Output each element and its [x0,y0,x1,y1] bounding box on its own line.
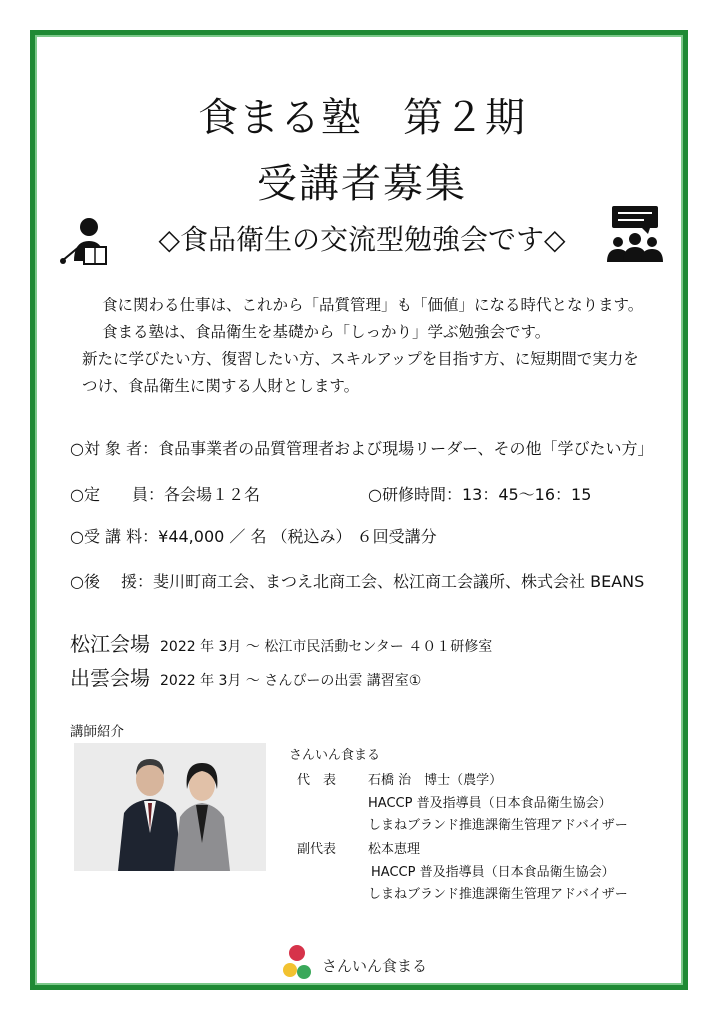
fee: ○受 講 料：¥44,000 ／ 名 （税込み） ６回受講分 [70,527,437,546]
intro-line: つけ、食品衛生に関する人財とします。 [82,377,360,395]
subtitle: ◇食品衛生の交流型勉強会です◇ [158,223,566,256]
rep-role: HACCP 普及指導員（日本食品衛生協会） [368,796,612,811]
sanin-shokumaru-logo [282,943,442,985]
intro-line: 食に関わる仕事は、これから「品質管理」も「価値」になる時代となります。 [102,296,644,314]
training-hours: ○研修時間：13：45～16：15 [368,485,592,504]
lecturer-heading: 講師紹介 [70,724,124,740]
logo-text: さんいん食まる [322,957,428,975]
discussion-icon [604,206,666,264]
rep-title: 代 表 [297,773,337,788]
rep-name: 石橋 治 博士（農学） [368,773,503,788]
target-audience: ○対 象 者：食品事業者の品質管理者および現場リーダー、その他「学びたい方」 [70,439,654,458]
supporters: ○後 援：斐川町商工会、まつえ北商工会、松江商工会議所、株式会社 BEANS [70,572,645,591]
lecturer-org: さんいん食まる [289,748,381,763]
venue-izumo [70,662,421,691]
lecturers-photo [74,743,266,871]
capacity: ○定 員：各会場１２名 [70,485,260,504]
venue-name: 松江会場 [70,632,150,656]
venue-detail: 2022 年 3月 ～ 松江市民活動センター ４０１研修室 [160,639,493,655]
venue-name: 出雲会場 [70,666,150,690]
rep-role: しまねブランド推進課衛生管理アドバイザー [368,818,628,833]
vice-title: 副代表 [297,842,337,857]
venue-matsue [70,628,492,657]
intro-line: 新たに学びたい方、復習したい方、スキルアップを目指す方、に短期間で実力を [82,350,639,368]
vice-name: 松本恵理 [368,842,421,857]
venue-detail: 2022 年 3月 ～ さんぴーの出雲 講習室① [160,673,422,689]
page-title: 食まる塾 第２期 [198,95,526,141]
vice-role: HACCP 普及指導員（日本食品衛生協会） [371,865,615,880]
intro-text [82,292,662,400]
vice-role: しまねブランド推進課衛生管理アドバイザー [368,887,628,902]
recruitment-heading: 受講者募集 [257,161,467,207]
intro-line: 食まる塾は、食品衛生を基礎から「しっかり」学ぶ勉強会です。 [102,323,551,341]
